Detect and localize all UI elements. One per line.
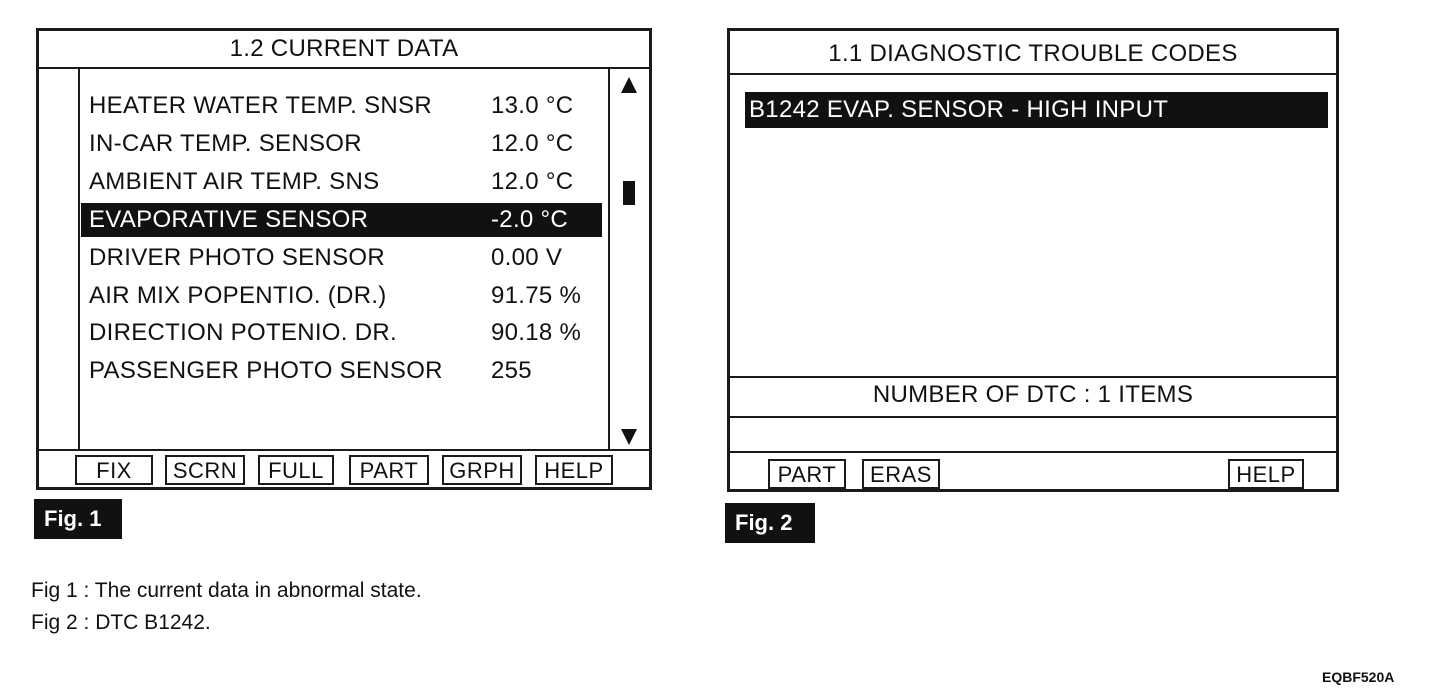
dtc-count: NUMBER OF DTC : 1 ITEMS [872,381,1194,408]
data-row-value: 12.0 °C [491,168,574,195]
data-row[interactable] [81,316,602,350]
data-row-value: 13.0 °C [491,92,574,119]
help-button[interactable]: HELP [1228,459,1304,489]
part-button[interactable]: PART [768,459,846,489]
data-row-value: 91.75 % [491,282,582,309]
image-code: EQBF520A [1322,669,1395,685]
grph-button[interactable]: GRPH [442,455,522,485]
full-button[interactable]: FULL [258,455,334,485]
dtc-entry-selected[interactable]: B1242 EVAP. SENSOR - HIGH INPUT [745,92,1328,128]
data-row-label: EVAPORATIVE SENSOR [89,206,369,233]
data-row[interactable] [81,165,602,199]
data-row[interactable] [81,279,602,313]
part-button[interactable]: PART [349,455,429,485]
current-data-screen [36,28,652,490]
scrn-button[interactable]: SCRN [165,455,245,485]
caption-fig2: Fig 2 : DTC B1242. [31,611,211,634]
data-row-label: AIR MIX POPENTIO. (DR.) [89,282,387,309]
data-row-label: PASSENGER PHOTO SENSOR [89,357,443,384]
data-row[interactable] [81,127,602,161]
data-row-value: -2.0 °C [491,206,569,233]
count-divider-bottom [730,416,1336,418]
data-row-label: AMBIENT AIR TEMP. SNS [89,168,380,195]
data-row[interactable] [81,354,602,388]
eras-button[interactable]: ERAS [862,459,940,489]
data-row-value: 12.0 °C [491,130,574,157]
help-button[interactable]: HELP [535,455,613,485]
data-row[interactable] [81,241,602,275]
left-gutter-divider [78,67,80,451]
caption-fig1: Fig 1 : The current data in abnormal state. [31,579,422,602]
title-divider [39,67,649,69]
function-bar-divider [730,451,1336,453]
data-row-value: 90.18 % [491,319,582,346]
dtc-title: 1.1 DIAGNOSTIC TROUBLE CODES [828,40,1238,67]
title-divider [730,73,1336,75]
data-row-label: DIRECTION POTENIO. DR. [89,319,397,346]
scroll-down-arrow-icon[interactable] [621,429,637,445]
fix-button[interactable]: FIX [75,455,153,485]
dtc-screen [727,28,1339,492]
data-row-label: HEATER WATER TEMP. SNSR [89,92,432,119]
scrollbar-thumb[interactable] [623,181,635,205]
scroll-up-arrow-icon[interactable] [621,77,637,93]
data-row-value: 0.00 V [491,244,563,271]
current-data-title: 1.2 CURRENT DATA [229,35,459,62]
data-row-value: 255 [491,357,532,384]
fig2-tag: Fig. 2 [725,503,815,543]
data-row-label: IN-CAR TEMP. SENSOR [89,130,362,157]
scrollbar-divider [608,67,610,451]
data-row-selected[interactable] [81,203,602,237]
function-bar-divider [39,449,649,451]
data-row-label: DRIVER PHOTO SENSOR [89,244,385,271]
fig1-tag: Fig. 1 [34,499,122,539]
count-divider-top [730,376,1336,378]
data-row[interactable] [81,89,602,123]
